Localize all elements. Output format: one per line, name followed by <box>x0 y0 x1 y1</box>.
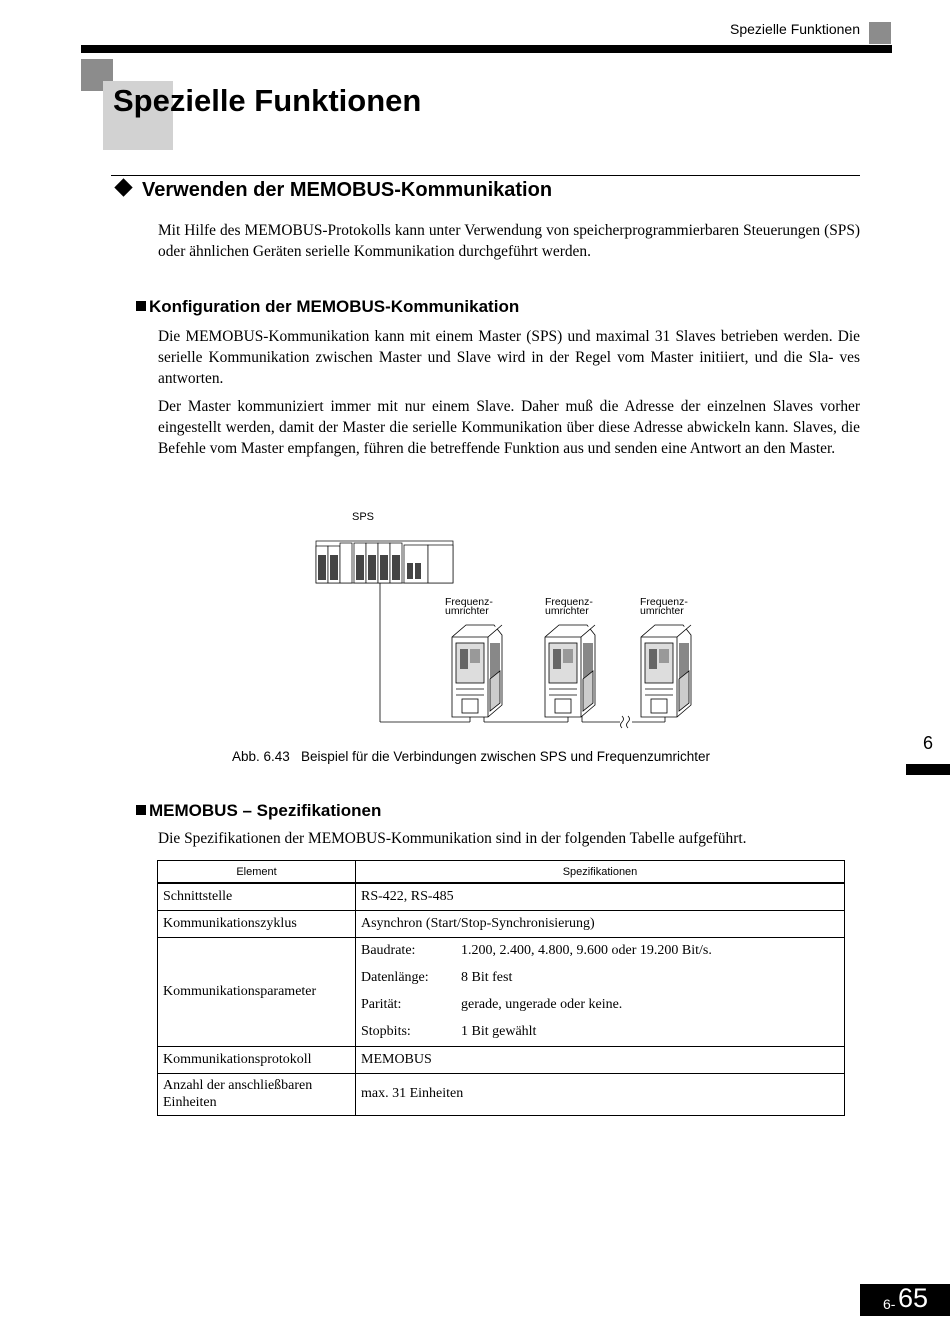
param-value: 1 Bit gewählt <box>461 1024 537 1039</box>
table-row <box>158 883 845 910</box>
square-bullet-icon <box>136 805 146 815</box>
chapter-tab-bar <box>906 764 950 775</box>
frequency-inverter-icon <box>641 625 691 717</box>
config-heading <box>136 297 519 317</box>
page-number-box <box>860 1284 950 1316</box>
table-row <box>158 937 845 1046</box>
config-paragraph-1: Die MEMOBUS-Kommunikation kann mit einem Master (SPS) und maximal 31 Slaves betrieben werden. Die serielle Kommunikation zwischen Master und Slave wird in der Regel vom Master initiiert, und die Sla- ves antworten. <box>158 328 860 387</box>
table-cell-spec: max. 31 Einheiten <box>356 1073 845 1115</box>
param-row <box>361 965 839 992</box>
table-header-spec: Spezifikationen <box>356 861 845 884</box>
config-paragraph-2: Der Master kommuniziert immer mit nur einem Slave. Daher muß die Adresse der einzelnen Slaves vorher eingestellt werden, damit der Master die serielle Kommunikation über diese Adresse abwickeln kann. Slaves, die Befehle vom Master empfangen, führen die betreffende Funktion aus und senden eine Antwort an den Master. <box>158 398 860 457</box>
drive-1-label-line2: umrichter <box>445 605 489 617</box>
frequency-inverter-icon <box>545 625 595 717</box>
page-title: Spezielle Funktionen <box>113 83 422 118</box>
param-name: Datenlänge: <box>361 970 429 985</box>
table-cell-spec: MEMOBUS <box>356 1046 845 1073</box>
table-cell-params <box>356 937 845 1046</box>
param-row <box>361 938 839 965</box>
config-heading-text: Konfiguration der MEMOBUS-Kommunikation <box>149 297 520 316</box>
param-row <box>361 992 839 1019</box>
chapter-tab-number: 6 <box>923 733 934 753</box>
param-name: Stopbits: <box>361 1024 411 1039</box>
specs-heading <box>136 801 381 821</box>
specs-heading-text: MEMOBUS – Spezifikationen <box>149 801 382 820</box>
table-cell-element: Kommunikationsparameter <box>158 937 356 1046</box>
param-name: Baudrate: <box>361 943 416 958</box>
table-cell-spec: RS-422, RS-485 <box>356 883 845 910</box>
table-header-row <box>158 861 845 884</box>
frequency-inverter-icon <box>452 625 502 717</box>
table-cell-element: Kommunikationsprotokoll <box>158 1046 356 1073</box>
running-header: Spezielle Funktionen <box>730 21 860 37</box>
bus-wiring <box>380 583 665 728</box>
table-cell-element: Kommunikationszyklus <box>158 910 356 937</box>
table-row <box>158 1073 845 1115</box>
table-cell-element: Anzahl der anschließbaren Einheiten <box>158 1073 356 1115</box>
section-intro: Mit Hilfe des MEMOBUS-Protokolls kann unter Verwendung von speicherprogrammierbaren Steuerungen (SPS) oder ähnlichen Geräten serielle Kommunikation durchgeführt werden. <box>158 222 860 260</box>
param-row <box>361 1019 839 1046</box>
param-value: gerade, ungerade oder keine. <box>461 997 623 1012</box>
param-value: 8 Bit fest <box>461 970 513 985</box>
section-heading-text: Verwenden der MEMOBUS-Kommunikation <box>142 179 553 201</box>
figure-caption: Abb. 6.43 Beispiel für die Verbindungen zwischen SPS und Frequenzumrichter <box>232 749 711 764</box>
drive-3-label-line2: umrichter <box>640 605 684 617</box>
header-rule <box>81 45 892 53</box>
connection-diagram <box>300 505 720 735</box>
table-header-element: Element <box>158 861 356 884</box>
square-bullet-icon <box>136 301 146 311</box>
drive-2-label-line2: umrichter <box>545 605 589 617</box>
specs-intro: Die Spezifikationen der MEMOBUS-Kommunikation sind in der folgenden Tabelle aufgeführt. <box>158 830 747 847</box>
drive-1-label-line1: Frequenz- <box>445 596 493 608</box>
header-marker <box>869 22 891 44</box>
table-cell-spec: Asynchron (Start/Stop-Synchronisierung) <box>356 910 845 937</box>
page-number-prefix: 6- <box>883 1296 896 1312</box>
param-value: 1.200, 2.400, 4.800, 9.600 oder 19.200 Bit/s. <box>461 943 712 958</box>
drive-3-label-line1: Frequenz- <box>640 596 688 608</box>
table-cell-element: Schnittstelle <box>158 883 356 910</box>
param-name: Parität: <box>361 997 402 1012</box>
diamond-bullet-icon <box>114 178 132 196</box>
section-rule <box>111 175 860 176</box>
sps-label: SPS <box>352 511 375 523</box>
page-number: 65 <box>898 1283 929 1313</box>
spec-table <box>157 860 845 1116</box>
drive-2-label-line1: Frequenz- <box>545 596 593 608</box>
table-row <box>158 910 845 937</box>
section-heading <box>113 179 552 202</box>
table-row <box>158 1046 845 1073</box>
plc-icon <box>316 541 453 583</box>
